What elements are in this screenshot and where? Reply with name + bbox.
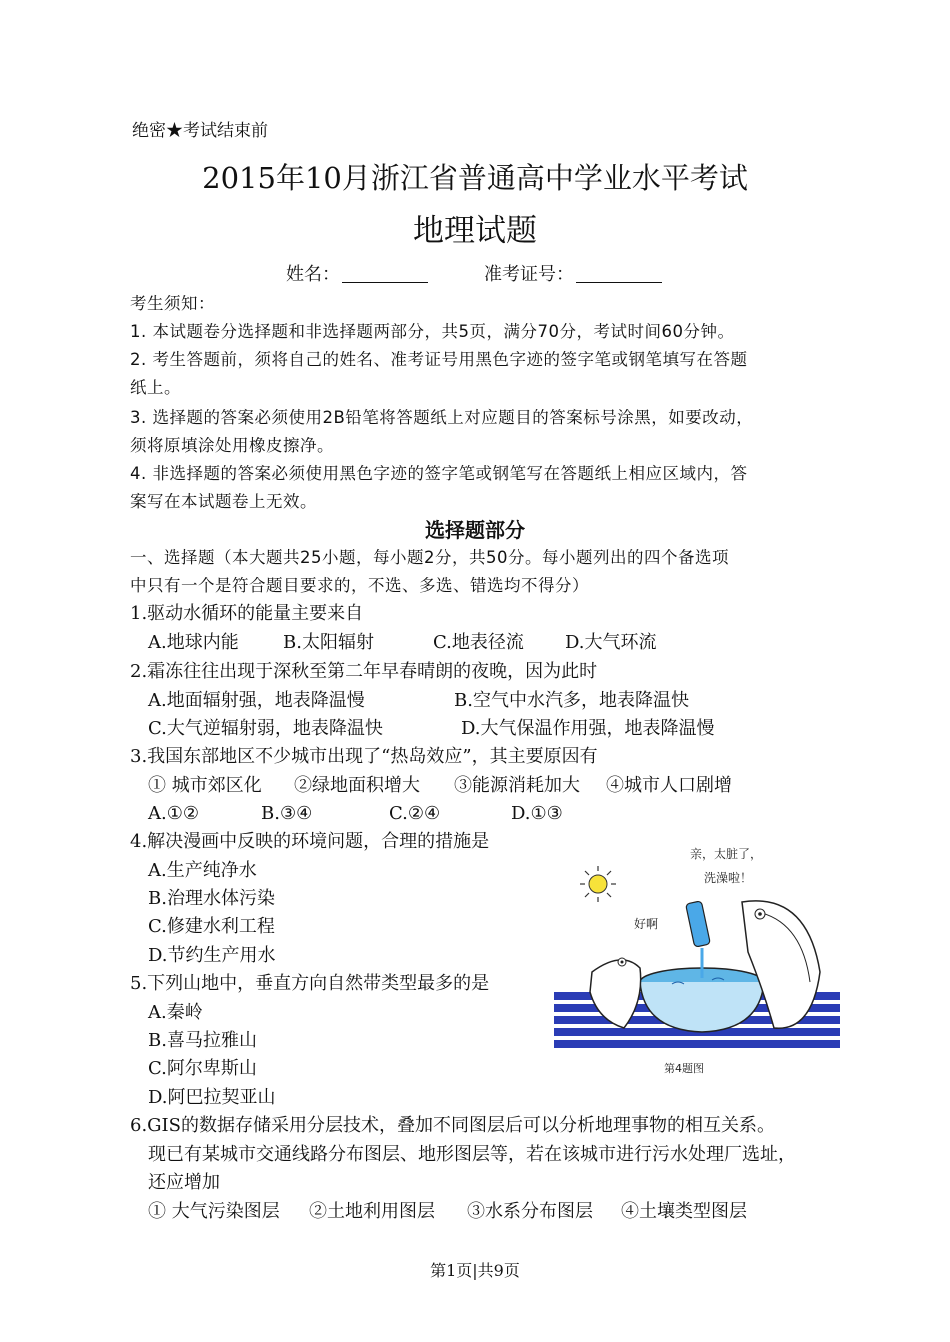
notice-line: 3. 选择题的答案必须使用2B铅笔将答题纸上对应题目的答案标号涂黑，如要改动， xyxy=(130,408,754,427)
option-d: D.大气保温作用强，地表降温慢 xyxy=(461,718,715,739)
option-d: D.大气环流 xyxy=(565,632,657,653)
option-b: B.喜马拉雅山 xyxy=(148,1030,257,1051)
exam-subtitle: 地理试题 xyxy=(413,213,537,249)
statement-3: ③能源消耗加大 xyxy=(454,775,580,796)
option-b: B.治理水体污染 xyxy=(148,888,275,909)
name-label: 姓名： xyxy=(286,264,340,285)
question-stem: 4.解决漫画中反映的环境问题，合理的措施是 xyxy=(130,831,490,852)
notice-line: 4. 非选择题的答案必须使用黑色字迹的签字笔或钢笔写在答题纸上相应区域内，答 xyxy=(130,464,748,483)
option-b: B.太阳辐射 xyxy=(283,632,374,653)
section-intro: 中只有一个是符合题目要求的，不选、多选、错选均不得分） xyxy=(130,576,589,595)
id-field xyxy=(484,262,662,288)
notice-line: 2. 考生答题前，须将自己的姓名、准考证号用黑色字迹的签字笔或钢笔填写在答题 xyxy=(130,350,748,369)
statement-4: ④土壤类型图层 xyxy=(621,1201,747,1222)
statement-2: ②土地利用图层 xyxy=(309,1201,435,1222)
id-label: 准考证号： xyxy=(484,264,574,285)
sun-icon xyxy=(580,866,616,902)
section-intro: 一、选择题（本大题共25小题，每小题2分，共50分。每小题列出的四个备选项 xyxy=(130,548,729,567)
question-stem: 2.霜冻往往出现于深秋至第二年早春晴朗的夜晚，因为此时 xyxy=(130,661,598,682)
option-c: C.阿尔卑斯山 xyxy=(148,1058,257,1079)
name-blank xyxy=(342,264,428,283)
option-c: C.②④ xyxy=(389,803,441,824)
option-a: A.秦岭 xyxy=(148,1002,203,1023)
question-stem: 1.驱动水循环的能量主要来自 xyxy=(130,603,364,624)
statement-4: ④城市人口剧增 xyxy=(606,775,732,796)
page-footer: 第1页|共9页 xyxy=(430,1261,520,1280)
speech-text: 好啊 xyxy=(634,917,659,931)
id-blank xyxy=(576,264,662,283)
section-title: 选择题部分 xyxy=(425,518,525,542)
question-stem: 5.下列山地中，垂直方向自然带类型最多的是 xyxy=(130,973,490,994)
option-a: A.①② xyxy=(148,803,199,824)
option-a: A.地面辐射强，地表降温慢 xyxy=(148,690,365,711)
question-stem: 6.GIS的数据存储采用分层技术，叠加不同图层后可以分析地理事物的相互关系。 xyxy=(130,1115,775,1136)
question-stem-cont: 现已有某城市交通线路分布图层、地形图层等，若在该城市进行污水处理厂选址， xyxy=(148,1144,796,1165)
option-b: B.③④ xyxy=(261,803,313,824)
option-a: A.地球内能 xyxy=(148,632,239,653)
notice-line: 1. 本试题卷分选择题和非选择题两部分，共5页，满分70分，考试时间60分钟。 xyxy=(130,322,735,341)
notice-line: 纸上。 xyxy=(130,378,181,397)
option-c: C.大气逆辐射弱，地表降温快 xyxy=(148,718,383,739)
option-d: D.①③ xyxy=(511,803,563,824)
question-stem: 3.我国东部地区不少城市出现了“热岛效应”，其主要原因有 xyxy=(130,746,598,767)
statement-1: ① 城市郊区化 xyxy=(148,775,262,796)
option-b: B.空气中水汽多，地表降温快 xyxy=(454,690,689,711)
option-c: C.修建水利工程 xyxy=(148,916,275,937)
notice-heading: 考生须知： xyxy=(130,294,215,313)
speech-text: 洗澡啦！ xyxy=(704,871,753,885)
option-d: D.节约生产用水 xyxy=(148,945,276,966)
speech-text: 亲，太脏了， xyxy=(690,847,763,861)
figure-caption: 第4题图 xyxy=(664,1062,704,1075)
statement-1: ① 大气污染图层 xyxy=(148,1201,280,1222)
statement-3: ③水系分布图层 xyxy=(467,1201,593,1222)
cartoon-figure xyxy=(552,832,842,1082)
question-stem-cont: 还应增加 xyxy=(148,1172,220,1193)
option-a: A.生产纯净水 xyxy=(148,860,257,881)
notice-line: 须将原填涂处用橡皮擦净。 xyxy=(130,436,334,455)
statement-2: ②绿地面积增大 xyxy=(294,775,420,796)
bottle-icon xyxy=(686,901,711,978)
option-c: C.地表径流 xyxy=(433,632,524,653)
notice-line: 案写在本试题卷上无效。 xyxy=(130,492,317,511)
exam-title: 2015年10月浙江省普通高中学业水平考试 xyxy=(202,161,748,195)
option-d: D.阿巴拉契亚山 xyxy=(148,1087,276,1108)
name-field xyxy=(286,262,428,288)
confidential-mark: 绝密★考试结束前 xyxy=(132,121,268,141)
